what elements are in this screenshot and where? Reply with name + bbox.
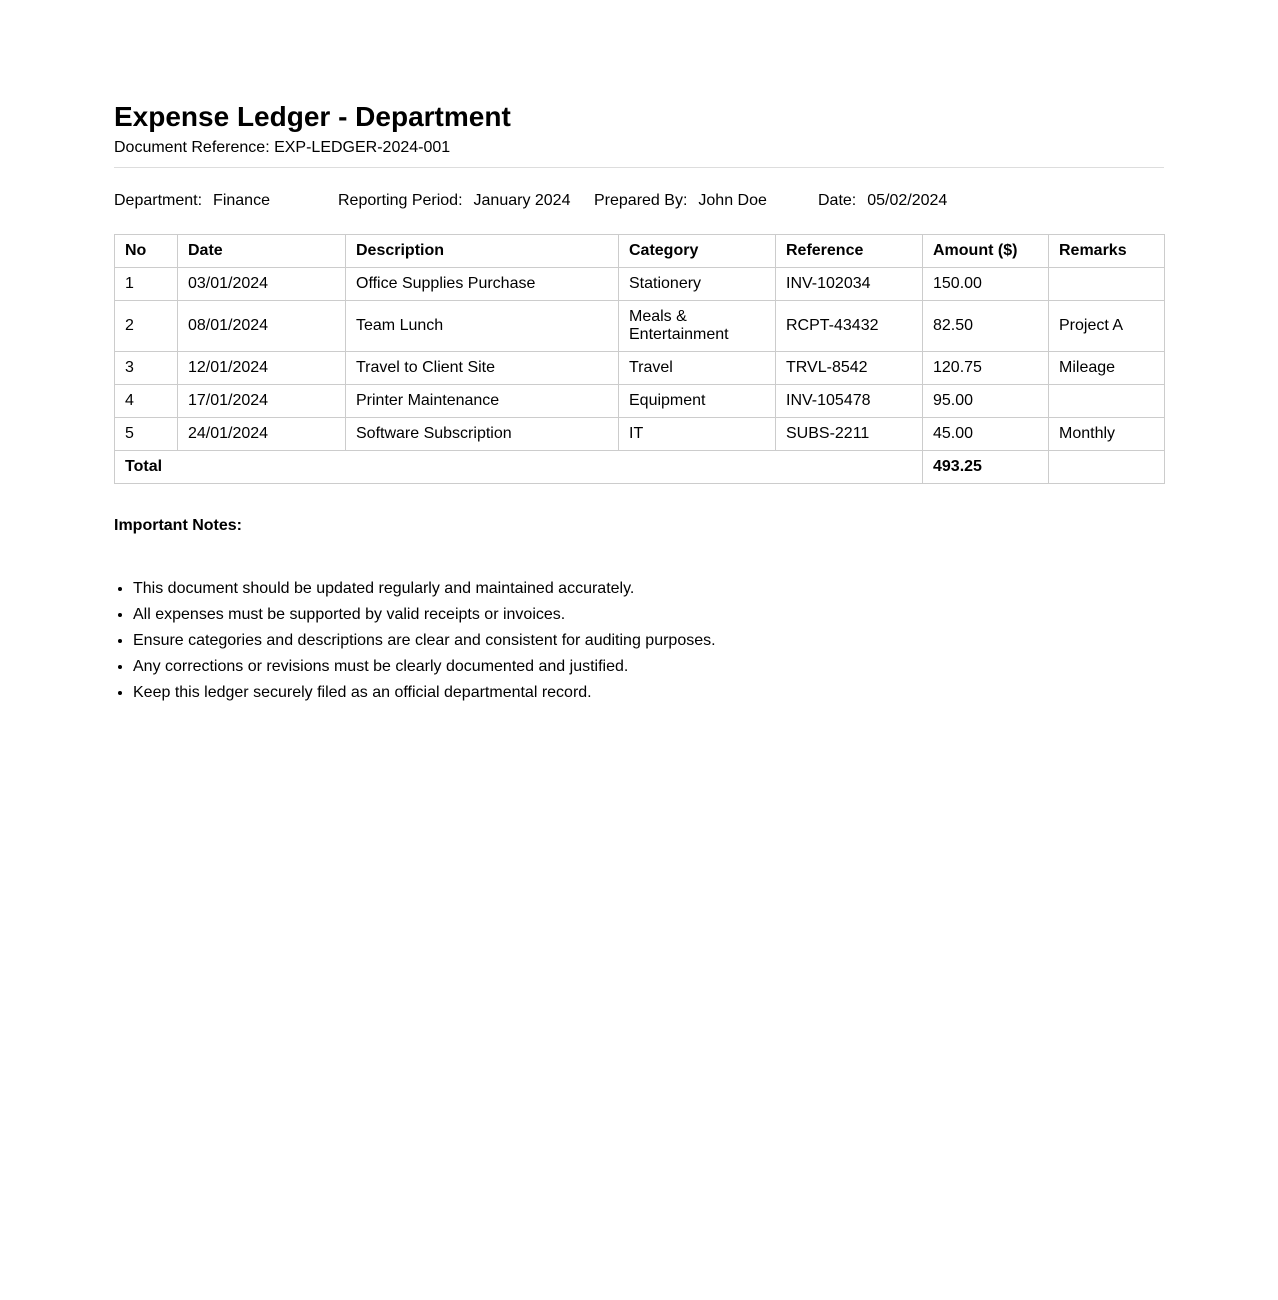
- cell-no: 5: [115, 418, 178, 451]
- cell-remarks: Mileage: [1049, 352, 1165, 385]
- table-total-row: [115, 451, 1165, 484]
- meta-department-value: Finance: [213, 192, 270, 209]
- meta-date-value: 05/02/2024: [867, 192, 948, 209]
- expense-table: [114, 234, 1165, 484]
- table-row: [115, 301, 1165, 352]
- meta-info: [114, 190, 1164, 212]
- cell-date: 08/01/2024: [178, 301, 346, 352]
- cell-reference: INV-105478: [776, 385, 923, 418]
- meta-prepared-value: John Doe: [698, 192, 767, 209]
- cell-amount: 45.00: [923, 418, 1049, 451]
- total-remarks: [1049, 451, 1165, 484]
- cell-remarks: Project A: [1049, 301, 1165, 352]
- cell-date: 17/01/2024: [178, 385, 346, 418]
- cell-no: 1: [115, 268, 178, 301]
- header-category: Category: [619, 235, 776, 268]
- total-label: Total: [115, 451, 923, 484]
- meta-department: [114, 190, 270, 212]
- cell-description: Travel to Client Site: [346, 352, 619, 385]
- meta-date-label: Date:: [818, 192, 857, 209]
- cell-amount: 120.75: [923, 352, 1049, 385]
- cell-remarks: [1049, 385, 1165, 418]
- cell-remarks: [1049, 268, 1165, 301]
- cell-reference: SUBS-2211: [776, 418, 923, 451]
- header-date: Date: [178, 235, 346, 268]
- cell-date: 24/01/2024: [178, 418, 346, 451]
- cell-reference: RCPT-43432: [776, 301, 923, 352]
- document-page: [114, 99, 1164, 706]
- table-row: [115, 268, 1165, 301]
- table-row: [115, 385, 1165, 418]
- cell-no: 4: [115, 385, 178, 418]
- notes-list: [114, 576, 1164, 706]
- header-reference: Reference: [776, 235, 923, 268]
- cell-reference: TRVL-8542: [776, 352, 923, 385]
- page-title: Expense Ledger - Department: [114, 101, 511, 132]
- document-reference: Document Reference: EXP-LEDGER-2024-001: [114, 139, 451, 156]
- cell-amount: 95.00: [923, 385, 1049, 418]
- table-row: [115, 352, 1165, 385]
- list-item: • All expenses must be supported by valid receipts or invoices.: [133, 602, 1164, 628]
- list-item: • This document should be updated regularly and maintained accurately.: [133, 576, 1164, 602]
- cell-category: Travel: [619, 352, 776, 385]
- list-item: • Ensure categories and descriptions are clear and consistent for auditing purposes.: [133, 628, 1164, 654]
- cell-date: 03/01/2024: [178, 268, 346, 301]
- meta-period: [338, 190, 570, 212]
- header-no: No: [115, 235, 178, 268]
- total-amount: 493.25: [923, 451, 1049, 484]
- header-remarks: Remarks: [1049, 235, 1165, 268]
- meta-prepared-by: [594, 190, 767, 212]
- meta-department-label: Department:: [114, 192, 203, 209]
- meta-prepared-label: Prepared By:: [594, 192, 688, 209]
- cell-date: 12/01/2024: [178, 352, 346, 385]
- cell-category: IT: [619, 418, 776, 451]
- notes-title: Important Notes:: [114, 517, 242, 534]
- meta-date: [818, 190, 947, 212]
- cell-no: 2: [115, 301, 178, 352]
- header-description: Description: [346, 235, 619, 268]
- meta-period-value: January 2024: [473, 192, 571, 209]
- cell-description: Printer Maintenance: [346, 385, 619, 418]
- table-row: [115, 418, 1165, 451]
- cell-amount: 150.00: [923, 268, 1049, 301]
- cell-category: Meals & Entertainment: [619, 301, 776, 352]
- list-item: • Any corrections or revisions must be clearly documented and justified.: [133, 654, 1164, 680]
- cell-remarks: Monthly: [1049, 418, 1165, 451]
- header-amount: Amount ($): [923, 235, 1049, 268]
- cell-description: Office Supplies Purchase: [346, 268, 619, 301]
- cell-description: Team Lunch: [346, 301, 619, 352]
- meta-period-label: Reporting Period:: [338, 192, 463, 209]
- cell-no: 3: [115, 352, 178, 385]
- list-item: • Keep this ledger securely filed as an official departmental record.: [133, 680, 1164, 706]
- header-divider: [114, 167, 1164, 168]
- cell-category: Equipment: [619, 385, 776, 418]
- cell-reference: INV-102034: [776, 268, 923, 301]
- cell-description: Software Subscription: [346, 418, 619, 451]
- cell-amount: 82.50: [923, 301, 1049, 352]
- table-header-row: [115, 235, 1165, 268]
- cell-category: Stationery: [619, 268, 776, 301]
